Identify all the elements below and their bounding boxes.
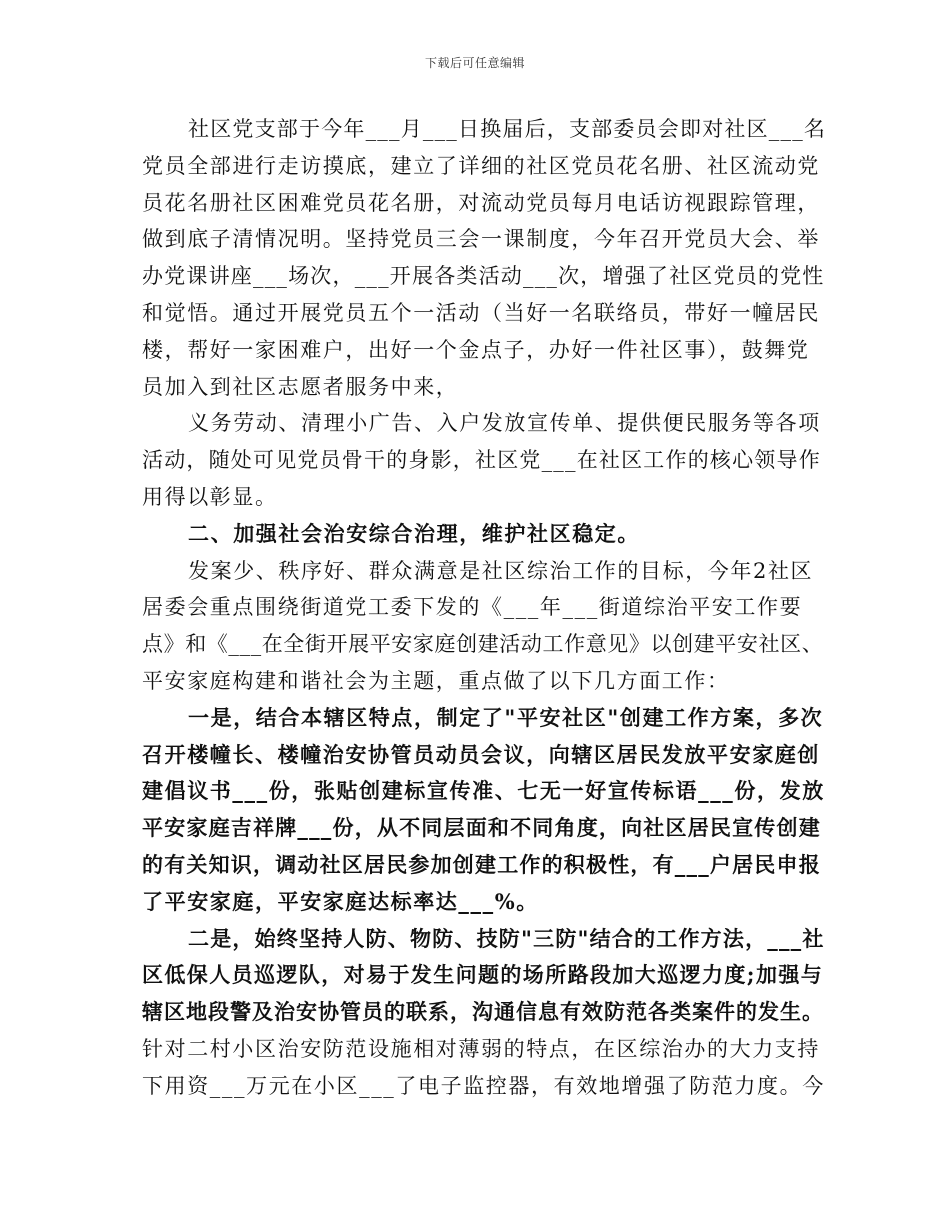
text-line: 用得以彰显。 [142,484,278,509]
text-line: 建倡议书___份，张贴创建标宣传准、七无一好宣传标语___份，发放 [142,778,825,804]
text-line: 针对二村小区治安防范设施相对薄弱的特点，在区综治办的大力支持 [142,1036,820,1061]
text-line: 辖区地段警及治安协管员的联系，沟通信息有效防范各类案件的发生。 [142,999,824,1025]
text-line: 点》和《___在全街开展平安家庭创建活动工作意见》以创建平安社区、 [142,632,824,657]
text-line: 做到底子清情况明。坚持党员三会一课制度，今年召开党员大会、举 [142,227,820,252]
text-line: 办党课讲座___场次，___开展各类活动___次，增强了社区党员的党性 [142,264,825,289]
text-line: 二是，始终坚持人防、物防、技防"三防"结合的工作方法，___社 [188,925,825,951]
text-line: 的有关知识，调动社区居民参加创建工作的积极性，有___户居民申报 [142,851,821,877]
text-line: 了平安家庭，平安家庭达标率达___%。 [142,888,539,914]
text-line: 社区党支部于今年___月___日换届后，支部委员会即对社区___名 [188,117,827,141]
text-line: 活动，随处可见党员骨干的身影，社区党___在社区工作的核心领导作 [142,448,821,473]
text-line: 下用资___万元在小区___了电子监控器，有效地增强了防范力度。今 [142,1073,825,1098]
text-line: 平安家庭构建和谐社会为主题，重点做了以下几方面工作： [142,668,730,693]
document-body [142,111,826,1105]
text-line: 发案少、秩序好、群众满意是社区综治工作的目标，今年2社区 [188,558,814,583]
text-line: 区低保人员巡逻队，对易于发生问题的场所路段加大巡逻力度;加强与 [142,962,824,988]
text-line: 居委会重点围绕街道党工委下发的《___年___街道综治平安工作要 [142,595,803,620]
text-line: 党员全部进行走访摸底，建立了详细的社区党员花名册、社区流动党 [142,153,820,178]
text-line: 平安家庭吉祥牌___份，从不同层面和不同角度，向社区居民宣传创建 [142,815,821,841]
text-line: 员加入到社区志愿者服务中来， [142,374,459,399]
text-line: 一是，结合本辖区特点，制定了"平安社区"创建工作方案，多次 [188,704,824,730]
text-line: 员花名册社区困难党员花名册，对流动党员每月电话访视跟踪管理， [142,190,820,215]
text-line: 和觉悟。通过开展党员五个一活动（当好一名联络员，带好一幢居民 [142,300,820,325]
page-header: 下载后可任意编辑 [424,56,525,70]
text-line: 召开楼幢长、楼幢治安协管员动员会议，向辖区居民发放平安家庭创 [142,741,820,767]
text-line: 楼，帮好一家困难户，出好一个金点子，办好一件社区事），鼓舞党 [142,337,810,362]
text-line: 义务劳动、清理小广告、入户发放宣传单、提供便民服务等各项 [188,411,821,436]
text-line: 二、加强社会治安综合治理，维护社区稳定。 [188,520,640,546]
